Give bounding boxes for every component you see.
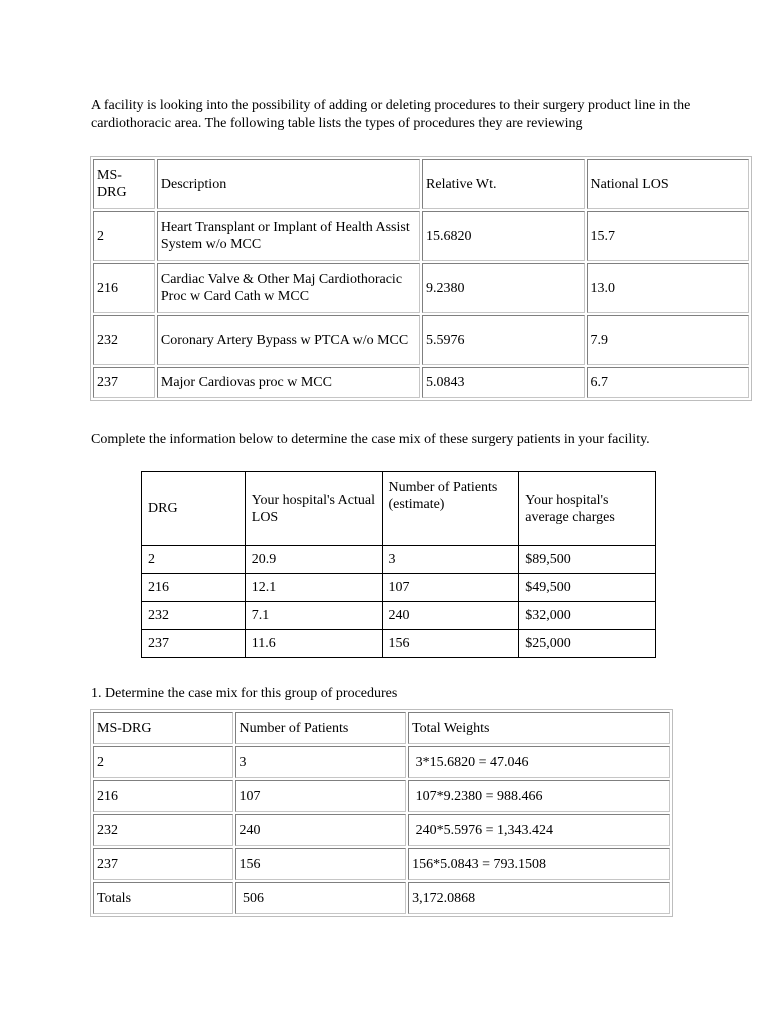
national-los-cell: 15.7 [587, 211, 750, 261]
patients-cell: 240 [382, 602, 519, 630]
total-patients-cell: 506 [235, 882, 406, 914]
description-cell: Cardiac Valve & Other Maj Cardiothoracic Proc w Card Cath w MCC [157, 263, 420, 313]
national-los-cell: 13.0 [587, 263, 750, 313]
patients-cell: 156 [382, 630, 519, 658]
table-row [142, 574, 656, 602]
total-weight-cell: 3*15.6820 = 47.046 [408, 746, 670, 778]
total-weight-cell: 240*5.5976 = 1,343.424 [408, 814, 670, 846]
drg-cell: 232 [93, 315, 155, 365]
drg-cell: 237 [142, 630, 246, 658]
description-cell: Coronary Artery Bypass w PTCA w/o MCC [157, 315, 420, 365]
casemix-table [90, 709, 673, 917]
drg-cell: 216 [142, 574, 246, 602]
header-cell: Relative Wt. [422, 159, 584, 209]
table-row [93, 367, 749, 398]
patients-cell: 107 [382, 574, 519, 602]
header-cell: Description [157, 159, 420, 209]
header-cell: Your hospital's Actual LOS [245, 472, 382, 546]
header-cell: DRG [142, 472, 246, 546]
description-cell: Major Cardiovas proc w MCC [157, 367, 420, 398]
charges-cell: $25,000 [519, 630, 656, 658]
header-cell: MS-DRG [93, 712, 233, 744]
drg-cell: 216 [93, 780, 233, 812]
table-row [93, 780, 670, 812]
table-row [93, 746, 670, 778]
actual-los-cell: 20.9 [245, 546, 382, 574]
table-row [93, 315, 749, 365]
patients-cell: 156 [235, 848, 406, 880]
description-cell: Heart Transplant or Implant of Health Assist System w/o MCC [157, 211, 420, 261]
charges-cell: $89,500 [519, 546, 656, 574]
drg-cell: 2 [142, 546, 246, 574]
charges-cell: $49,500 [519, 574, 656, 602]
drg-cell: 216 [93, 263, 155, 313]
table-row [93, 814, 670, 846]
header-cell: Your hospital's average charges [519, 472, 656, 546]
table-row [93, 211, 749, 261]
totals-label: Totals [93, 882, 233, 914]
table-row [93, 263, 749, 313]
relative-weight-cell: 15.6820 [422, 211, 584, 261]
total-weight-cell: 3,172.0868 [408, 882, 670, 914]
total-weight-cell: 107*9.2380 = 988.466 [408, 780, 670, 812]
relative-weight-cell: 9.2380 [422, 263, 584, 313]
total-weight-cell: 156*5.0843 = 793.1508 [408, 848, 670, 880]
patients-cell: 3 [235, 746, 406, 778]
header-cell: National LOS [587, 159, 750, 209]
relative-weight-cell: 5.0843 [422, 367, 584, 398]
table-header-row [93, 159, 749, 209]
actual-los-cell: 11.6 [245, 630, 382, 658]
header-cell: Total Weights [408, 712, 670, 744]
drg-cell: 2 [93, 746, 233, 778]
table-row [93, 848, 670, 880]
drg-cell: 237 [93, 848, 233, 880]
header-cell: Number of Patients [235, 712, 406, 744]
patients-cell: 107 [235, 780, 406, 812]
patients-cell: 240 [235, 814, 406, 846]
totals-row [93, 882, 670, 914]
drg-cell: 232 [93, 814, 233, 846]
header-cell: Number of Patients (estimate) [382, 472, 519, 546]
national-los-cell: 7.9 [587, 315, 750, 365]
patients-cell: 3 [382, 546, 519, 574]
drg-cell: 2 [93, 211, 155, 261]
question-1: 1. Determine the case mix for this group of procedures [91, 686, 398, 701]
national-los-cell: 6.7 [587, 367, 750, 398]
table-row [142, 546, 656, 574]
intro-paragraph: A facility is looking into the possibility of adding or deleting procedures to their surgery product line in the cardiothoracic area. The following table lists the types of procedures they are reviewing [91, 98, 691, 131]
header-cell: MS-DRG [93, 159, 155, 209]
procedures-table [90, 156, 752, 401]
charges-cell: $32,000 [519, 602, 656, 630]
relative-weight-cell: 5.5976 [422, 315, 584, 365]
table-header-row [93, 712, 670, 744]
hospital-table [141, 471, 656, 658]
instruction-paragraph: Complete the information below to determine the case mix of these surgery patients in your facility. [91, 432, 650, 447]
table-row [142, 602, 656, 630]
actual-los-cell: 12.1 [245, 574, 382, 602]
table-row [142, 630, 656, 658]
drg-cell: 232 [142, 602, 246, 630]
actual-los-cell: 7.1 [245, 602, 382, 630]
table-header-row [142, 472, 656, 546]
drg-cell: 237 [93, 367, 155, 398]
